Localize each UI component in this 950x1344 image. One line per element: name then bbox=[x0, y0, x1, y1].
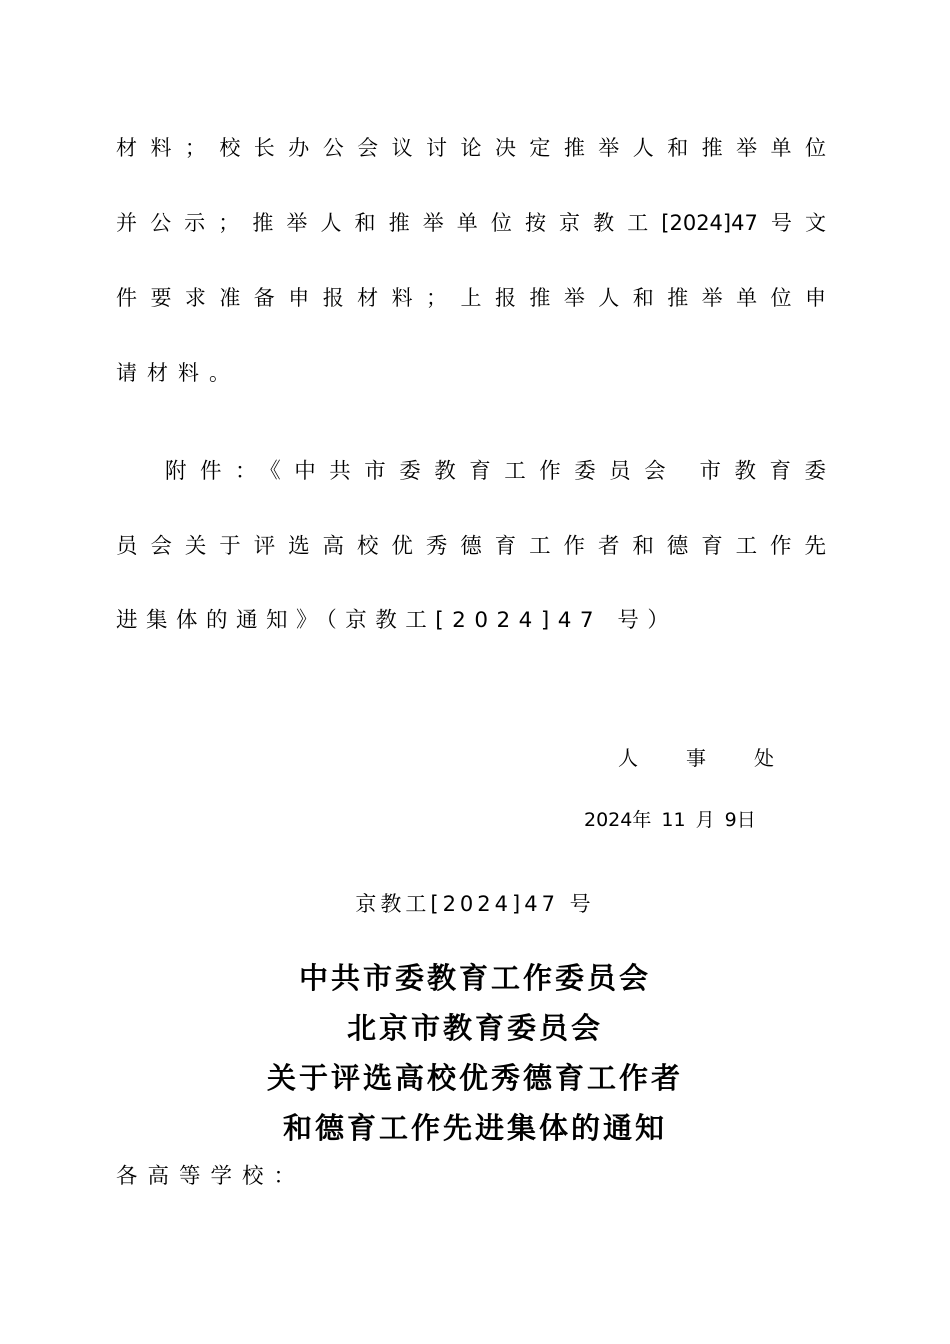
body-text-line: 并公示；推举人和推举单位按京教工[2024]47号文 bbox=[116, 211, 826, 235]
notice-title-line: 关于评选高校优秀德育工作者 bbox=[266, 1061, 683, 1095]
body-text-line: 件要求准备申报材料；上报推举人和推举单位申 bbox=[116, 286, 826, 310]
attachment-line: 附件：《中共市委教育工作委员会 市教育委 bbox=[165, 459, 826, 484]
body-text-line: 材料；校长办公会议讨论决定推举人和推举单位 bbox=[116, 136, 826, 160]
attachment-line: 员会关于评选高校优秀德育工作者和德育工作先 bbox=[116, 534, 826, 559]
body-text-line: 请材料。 bbox=[116, 361, 240, 385]
notice-title-line: 北京市教育委员会 bbox=[346, 1011, 603, 1045]
notice-title-line: 中共市委教育工作委员会 bbox=[298, 961, 651, 995]
signature-office: 人事处 bbox=[618, 746, 774, 770]
salutation: 各高等学校： bbox=[116, 1164, 306, 1189]
notice-title-line: 和德育工作先进集体的通知 bbox=[282, 1111, 667, 1145]
document-number: 京教工[2024]47 号 bbox=[355, 892, 595, 916]
signature-date: 2024年 11 月 9日 bbox=[584, 809, 756, 831]
attachment-line: 进集体的通知》（京教工[2024]47 号） bbox=[116, 608, 678, 633]
